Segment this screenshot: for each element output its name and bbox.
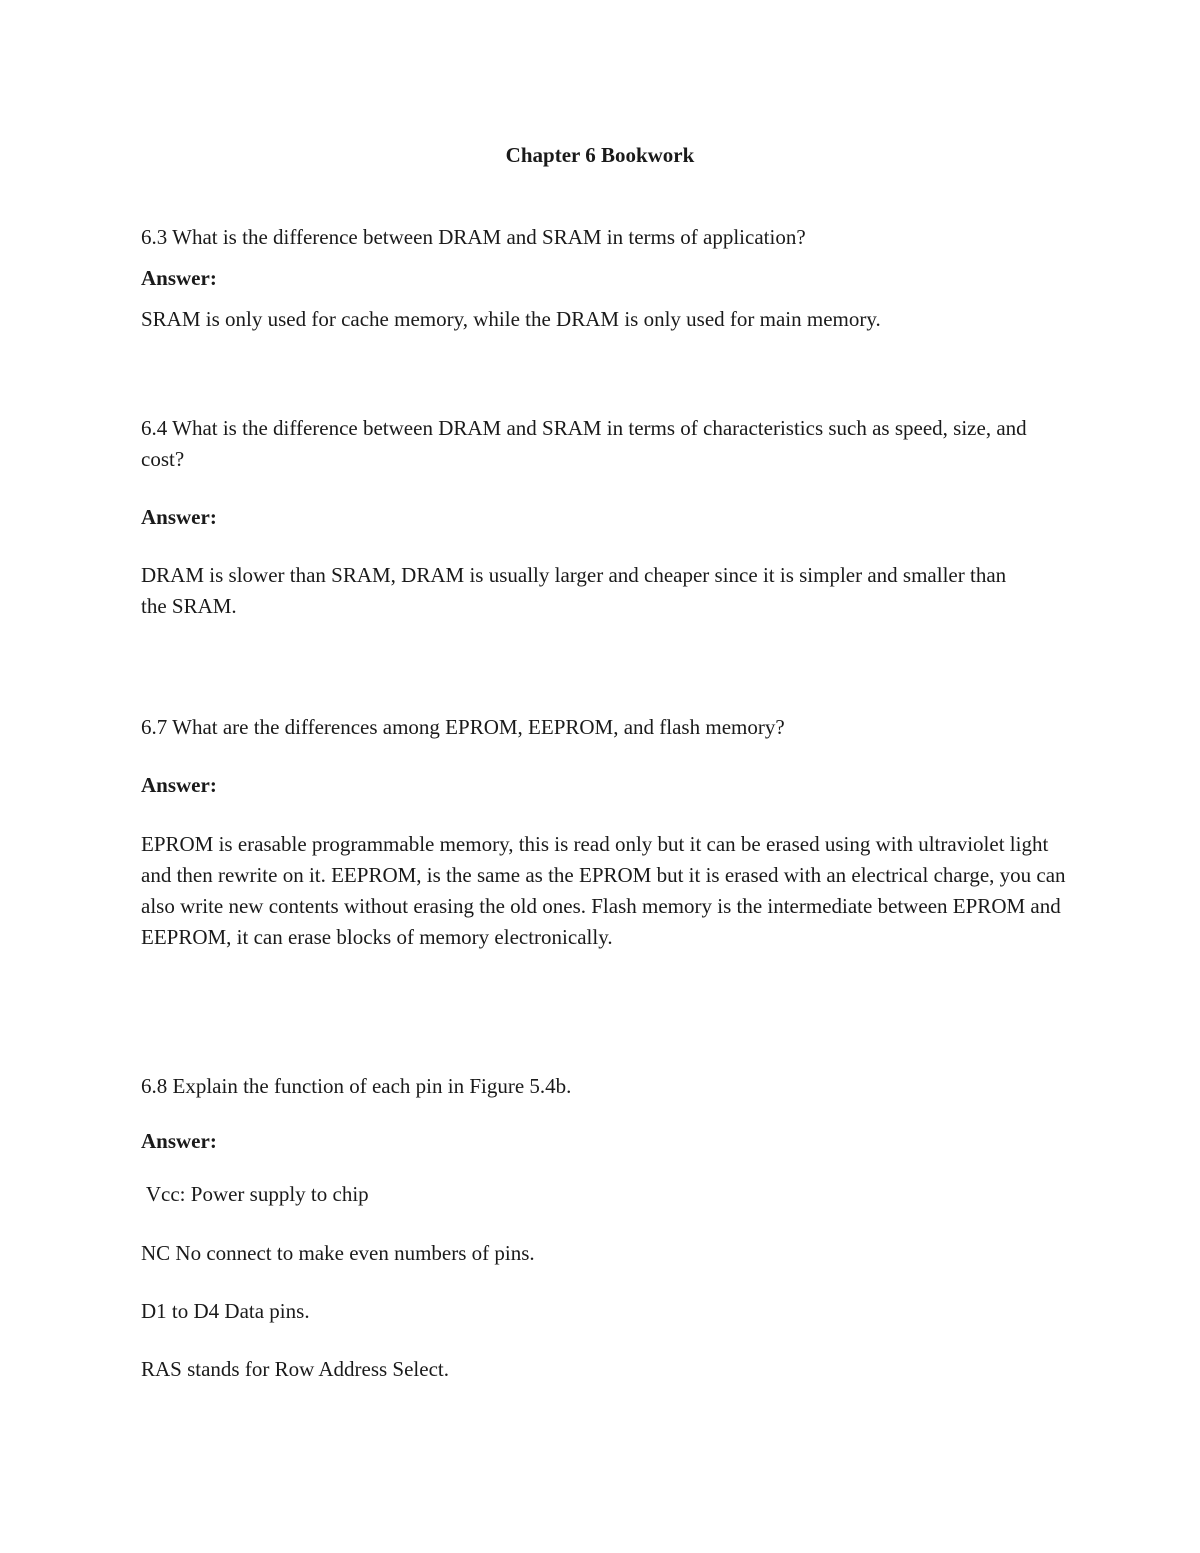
pin-description: D1 to D4 Data pins. <box>141 1299 310 1323</box>
answer-6-3: SRAM is only used for cache memory, while the DRAM is only used for main memory. <box>141 307 881 331</box>
answer-label-6-4: Answer: <box>141 505 217 529</box>
pin-description: RAS stands for Row Address Select. <box>141 1357 449 1381</box>
pin-description: Vcc: Power supply to chip <box>141 1182 369 1206</box>
pin-description: NC No connect to make even numbers of pins. <box>141 1241 535 1265</box>
question-6-3: 6.3 What is the difference between DRAM and SRAM in terms of application? <box>141 225 806 249</box>
question-6-8: 6.8 Explain the function of each pin in Figure 5.4b. <box>141 1074 572 1098</box>
question-6-4: 6.4 What is the difference between DRAM and SRAM in terms of characteristics such as speed, size, and cost? <box>141 416 1027 471</box>
answer-label-6-3: Answer: <box>141 266 217 290</box>
answer-label-6-7: Answer: <box>141 773 217 797</box>
document-title: Chapter 6 Bookwork <box>505 143 695 167</box>
question-6-7: 6.7 What are the differences among EPROM, EEPROM, and flash memory? <box>141 715 785 739</box>
answer-6-4: DRAM is slower than SRAM, DRAM is usually larger and cheaper since it is simpler and smaller than the SRAM. <box>141 563 1007 618</box>
answer-6-7: EPROM is erasable programmable memory, this is read only but it can be erased using with ultraviolet light and then rewrite on it. EEPROM, is the same as the EPROM but it is erased with an electrical charge, you can also write new contents without erasing the old ones. Flash memory is the intermediate between EPROM and EEPROM, it can erase blocks of memory electronically. <box>141 832 1066 949</box>
answer-label-6-8: Answer: <box>141 1129 217 1153</box>
